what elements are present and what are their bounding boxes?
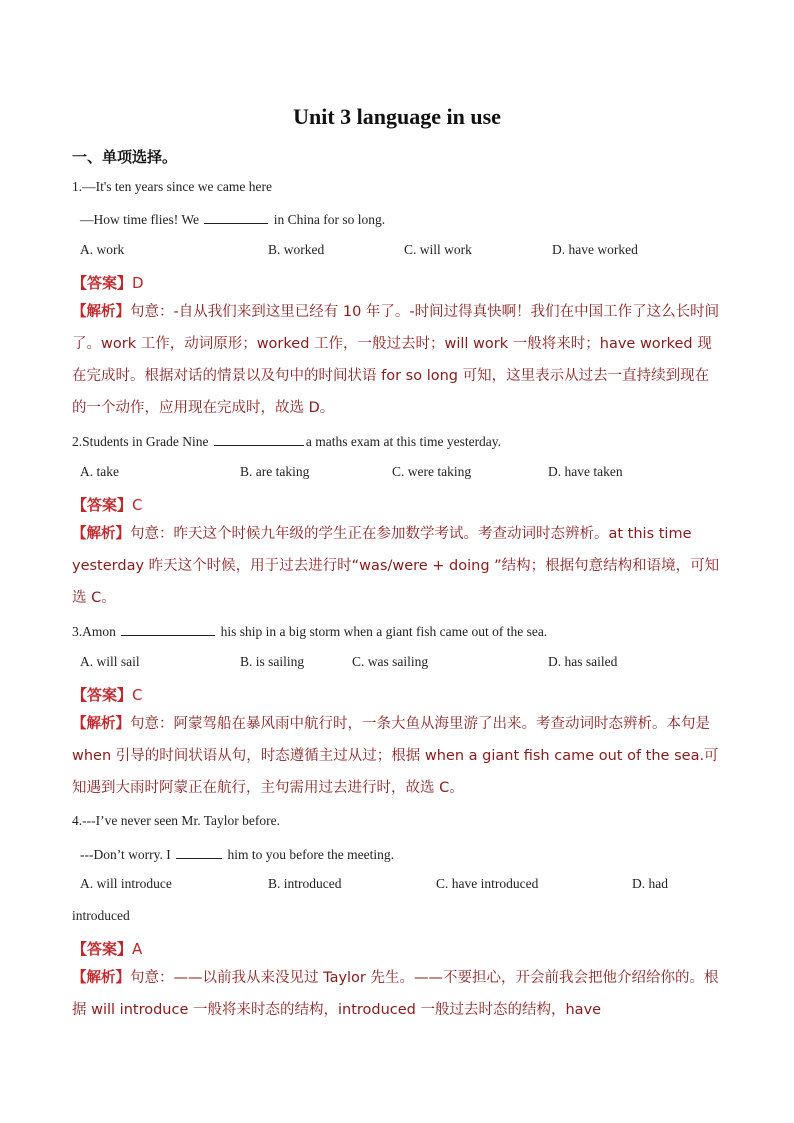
analysis-text: 句意：——以前我从来没见过 Taylor 先生。——不要担心，开会前我会把他介绍给你的。根据 will introduce 一般将来时态的结构，introduced 一般过去时态的结构，have <box>72 970 719 1018</box>
analysis-text: 句意：-自从我们来到这里已经有 10 年了。-时间过得真快啊！我们在中国工作了这么长时间了。work 工作，动词原形；worked 工作，一般过去时；will work 一般将来时；have worked 现在完成时。根据对话的情景以及句中的时间状语 for so long 可知，这里表示从过去一直持续到现在的一个动作，应用现在完成时，故选 D。 <box>72 304 720 416</box>
q3-option-a: A. will sail <box>80 654 140 669</box>
answer-value: D <box>132 274 144 292</box>
answer-tag: 【答案】 <box>72 274 133 292</box>
analysis-text: 句意：阿蒙驾船在暴风雨中航行时，一条大鱼从海里游了出来。考查动词时态辨析。本句是 when 引导的时间状语从句，时态遵循主过从过；根据 when a giant fish came out of the sea.可知遇到大雨时阿蒙正在航行，主句需用过去进行时，故选 C。 <box>72 716 719 796</box>
analysis-tag: 【解析】 <box>72 526 130 542</box>
analysis-tag: 【解析】 <box>72 970 130 986</box>
answer-blank <box>176 845 222 859</box>
q4-line2 <box>80 845 394 863</box>
q2-line1-start: 2.Students in Grade Nine <box>72 434 212 449</box>
q1-analysis <box>72 296 722 424</box>
answer-blank <box>121 622 215 636</box>
q2-option-a: A. take <box>80 464 119 479</box>
section-heading: 一、单项选择。 <box>72 148 178 166</box>
q3-option-d: D. has sailed <box>548 654 618 669</box>
q3-line1-end: his ship in a big storm when a giant fish came out of the sea. <box>217 624 548 639</box>
q3-line1 <box>72 622 547 640</box>
q3-line1-start: 3.Amon <box>72 624 120 639</box>
answer-blank <box>214 432 304 446</box>
q3-option-c: C. was sailing <box>352 654 429 669</box>
q1-line2-start: —How time flies! We <box>80 212 203 227</box>
q2-line1 <box>72 432 501 450</box>
q4-option-a: A. will introduce <box>80 876 172 891</box>
q1-option-a: A. work <box>80 242 125 257</box>
page-title: Unit 3 language in use <box>293 104 501 129</box>
q4-line2-start: ---Don’t worry. I <box>80 847 175 862</box>
q1-line1: 1.—It's ten years since we came here <box>72 179 272 194</box>
q1-option-c: C. will work <box>404 242 472 257</box>
q4-option-b: B. introduced <box>268 876 342 891</box>
q2-line1-end: a maths exam at this time yesterday. <box>305 434 502 449</box>
answer-value: A <box>132 940 143 958</box>
answer-blank <box>204 210 268 224</box>
q4-analysis <box>72 962 722 1026</box>
q2-option-c: C. were taking <box>392 464 472 479</box>
answer-value: C <box>132 686 143 704</box>
q1-line2-end: in China for so long. <box>270 212 386 227</box>
q2-option-d: D. have taken <box>548 464 623 479</box>
q2-option-b: B. are taking <box>240 464 310 479</box>
q1-option-b: B. worked <box>268 242 325 257</box>
answer-tag: 【答案】 <box>72 496 133 514</box>
q4-option-c: C. have introduced <box>436 876 539 891</box>
q4-line2-end: him to you before the meeting. <box>224 847 394 862</box>
q1-line2 <box>80 210 385 228</box>
q1-answer <box>72 272 144 293</box>
analysis-tag: 【解析】 <box>72 304 130 320</box>
q3-answer <box>72 684 143 705</box>
answer-tag: 【答案】 <box>72 940 133 958</box>
analysis-text: 句意：昨天这个时候九年级的学生正在参加数学考试。考查动词时态辨析。at this time yesterday 昨天这个时候，用于过去进行时“was/were + doing ”结构；根据句意结构和语境，可知选 C。 <box>72 526 720 606</box>
answer-tag: 【答案】 <box>72 686 133 704</box>
q4-option-d: D. had <box>632 876 668 891</box>
q4-line1: 4.---I’ve never seen Mr. Taylor before. <box>72 813 280 828</box>
q3-option-b: B. is sailing <box>240 654 305 669</box>
q4-option-d-wrap: introduced <box>72 908 130 923</box>
analysis-tag: 【解析】 <box>72 716 130 732</box>
q2-analysis <box>72 518 722 614</box>
q2-answer <box>72 494 143 515</box>
q4-answer <box>72 938 142 959</box>
q3-analysis <box>72 708 722 804</box>
q1-option-d: D. have worked <box>552 242 638 257</box>
answer-value: C <box>132 496 143 514</box>
